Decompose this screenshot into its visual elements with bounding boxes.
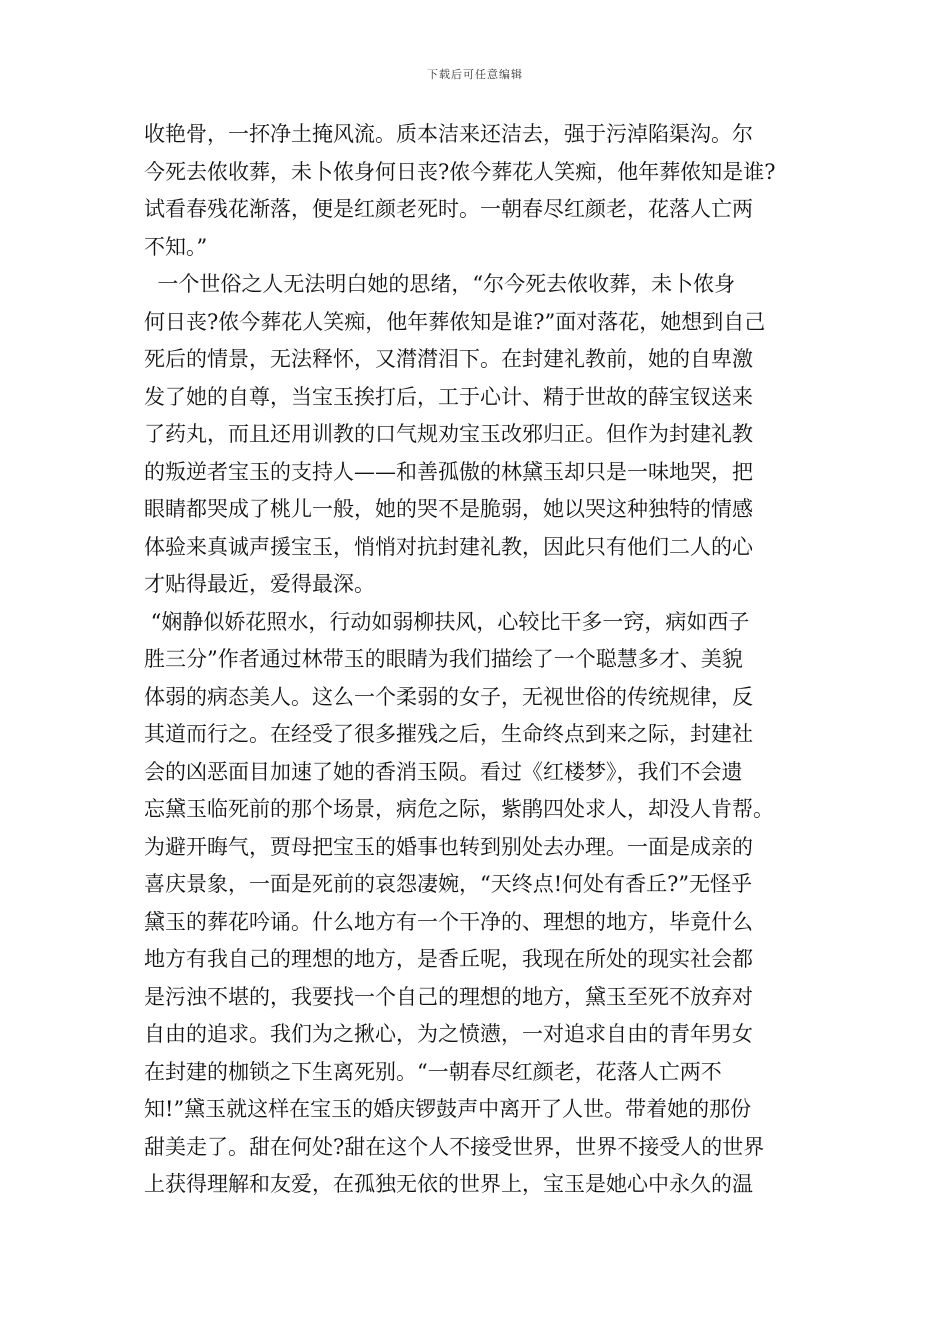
text-line: 在封建的枷锁之下生离死别。“一朝春尽红颜老，花落人亡两不 [144,1059,722,1084]
text-line: 地方有我自己的理想的地方，是香丘呢，我现在所处的现实社会都 [144,947,753,971]
body-text [144,116,816,1204]
text-line: 知!”黛玉就这样在宝玉的婚庆锣鼓声中离开了人世。带着她的那份 [144,1097,752,1121]
page-header: 下载后可任意编辑 [427,68,523,81]
text-line: 何日丧?侬今葬花人笑痴，他年葬侬知是谁?”面对落花，她想到自己 [144,309,766,334]
text-line: 上获得理解和友爱，在孤独无依的世界上，宝玉是她心中永久的温 [144,1172,753,1196]
text-line: 黛玉的葬花吟诵。什么地方有一个干净的、理想的地方，毕竟什么 [144,909,753,934]
text-line: 为避开晦气，贾母把宝玉的婚事也转到别处去办理。一面是成亲的 [144,834,753,859]
text-line: 不知。” [144,234,208,259]
text-line: 其道而行之。在经受了很多摧残之后，生命终点到来之际，封建社 [144,722,753,746]
text-line: 忘黛玉临死前的那个场景，病危之际，紫鹃四处求人，却没人肯帮。 [144,797,774,821]
text-line: 会的凶恶面目加速了她的香消玉陨。看过《红楼梦》，我们不会遗 [144,759,743,784]
text-line: 的叛逆者宝玉的支持人——和善孤傲的林黛玉却只是一味地哭，把 [144,459,753,484]
text-line: 收艳骨，一抔净土掩风流。质本洁来还洁去，强于污淖陷渠沟。尔 [144,122,753,146]
text-line: 甜美走了。甜在何处?甜在这个人不接受世界，世界不接受人的世界 [144,1134,765,1159]
text-line: 眼睛都哭成了桃儿一般，她的哭不是脆弱，她以哭这种独特的情感 [144,497,753,521]
text-line: 喜庆景象，一面是死前的哀怨凄婉，“天终点!何处有香丘?”无怪乎 [144,872,753,896]
text-line: 试看春残花渐落，便是红颜老死时。一朝春尽红颜老，花落人亡两 [144,197,753,221]
text-line: 自由的追求。我们为之揪心，为之愤懑，一对追求自由的青年男女 [144,1022,753,1046]
text-line: 才贴得最近，爱得最深。 [144,572,375,596]
text-line: 今死去侬收葬，未卜侬身何日丧?侬今葬花人笑痴，他年葬侬知是谁? [144,159,776,184]
text-line: 一个世俗之人无法明白她的思绪，“尔今死去侬收葬，未卜侬身 [144,272,736,296]
text-line: 了药丸，而且还用训教的口气规劝宝玉改邪归正。但作为封建礼教 [144,422,753,446]
text-line: “娴静似娇花照水，行动如弱柳扶风，心较比干多一窍，病如西子 [144,609,750,634]
text-line: 胜三分”作者通过林带玉的眼睛为我们描绘了一个聪慧多才、美貌 [144,647,743,671]
text-line: 体验来真诚声援宝玉，悄悄对抗封建礼教，因此只有他们二人的心 [144,534,753,559]
text-line: 死后的情景，无法释怀，又潸潸泪下。在封建礼教前，她的自卑激 [144,347,753,371]
text-line: 是污浊不堪的，我要找一个自己的理想的地方，黛玉至死不放弃对 [144,984,753,1009]
text-line: 发了她的自尊，当宝玉挨打后，工于心计、精于世故的薛宝钗送来 [144,384,753,409]
text-line: 体弱的病态美人。这么一个柔弱的女子，无视世俗的传统规律，反 [144,684,753,709]
